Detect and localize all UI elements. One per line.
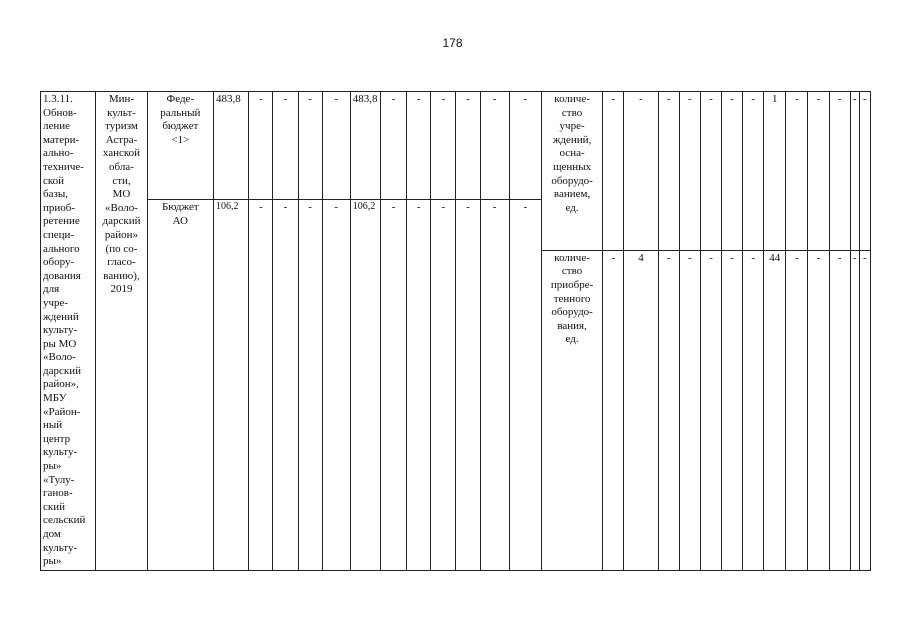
funding-value: - <box>407 200 431 571</box>
indicator-total: 44 <box>764 250 786 570</box>
indicator-value: - <box>743 92 764 251</box>
funding-value: - <box>380 200 406 571</box>
program-table <box>40 91 871 571</box>
indicator-value: - <box>721 92 742 251</box>
indicator-value: - <box>658 92 679 251</box>
indicator-value: - <box>859 92 870 251</box>
indicator-value: - <box>603 92 624 251</box>
indicator-value: - <box>850 250 859 570</box>
indicator-value: - <box>859 250 870 570</box>
funding-total: 106,2 <box>214 200 249 571</box>
funding-value: - <box>249 92 273 200</box>
funding-value: - <box>273 92 298 200</box>
indicator-value: - <box>679 92 700 251</box>
indicator-total: 1 <box>764 92 786 251</box>
funding-total: 483,8 <box>214 92 249 200</box>
indicator-value: - <box>721 250 742 570</box>
funding-value: - <box>431 92 456 200</box>
funding-value: - <box>509 92 541 200</box>
funding-value: - <box>380 92 406 200</box>
page-number: 178 <box>442 36 463 50</box>
funding-value: - <box>249 200 273 571</box>
indicator-value: - <box>700 250 721 570</box>
funding-value: - <box>509 200 541 571</box>
funding-value: - <box>298 200 322 571</box>
indicator-value: 4 <box>624 250 658 570</box>
indicator-value: - <box>786 92 808 251</box>
measure-name: 1.3.11. Обнов- ление матери- ально- техниче- ской базы, приоб- ретение специ- ального обору- дования для учре- ждений культу- ры МО «Воло- дарский район», МБУ «Район- ный центр культу- ры» «Тулу- ганов- ский сельский дом культу- ры» <box>41 92 96 571</box>
funding-sum: 483,8 <box>350 92 380 200</box>
funding-value: - <box>456 200 480 571</box>
indicator-value: - <box>603 250 624 570</box>
funding-value: - <box>456 92 480 200</box>
indicator-name: количе- ство приобре- тенного оборудо- вания, ед. <box>541 250 602 570</box>
executor: Мин- культ- туризм Астра- ханской обла- сти, МО «Воло- дарский район» (по со- гласо- ванию), 2019 <box>96 92 147 571</box>
indicator-value: - <box>808 250 829 570</box>
indicator-value: - <box>850 92 859 251</box>
funding-value: - <box>431 200 456 571</box>
indicator-value: - <box>658 250 679 570</box>
funding-sum: 106,2 <box>350 200 380 571</box>
indicator-value: - <box>679 250 700 570</box>
funding-value: - <box>322 200 350 571</box>
funding-value: - <box>273 200 298 571</box>
indicator-value: - <box>786 250 808 570</box>
funding-value: - <box>298 92 322 200</box>
indicator-value: - <box>743 250 764 570</box>
funding-value: - <box>322 92 350 200</box>
indicator-value: - <box>808 92 829 251</box>
indicator-value: - <box>829 92 850 251</box>
funding-source: Феде- ральный бюджет <1> <box>147 92 213 200</box>
funding-value: - <box>480 200 509 571</box>
funding-value: - <box>407 92 431 200</box>
table-row <box>41 92 871 200</box>
indicator-value: - <box>624 92 658 251</box>
funding-value: - <box>480 92 509 200</box>
indicator-value: - <box>700 92 721 251</box>
indicator-value: - <box>829 250 850 570</box>
indicator-name: количе- ство учре- ждений, осна- щенных оборудо- ванием, ед. <box>541 92 602 251</box>
funding-source: Бюджет АО <box>147 200 213 571</box>
